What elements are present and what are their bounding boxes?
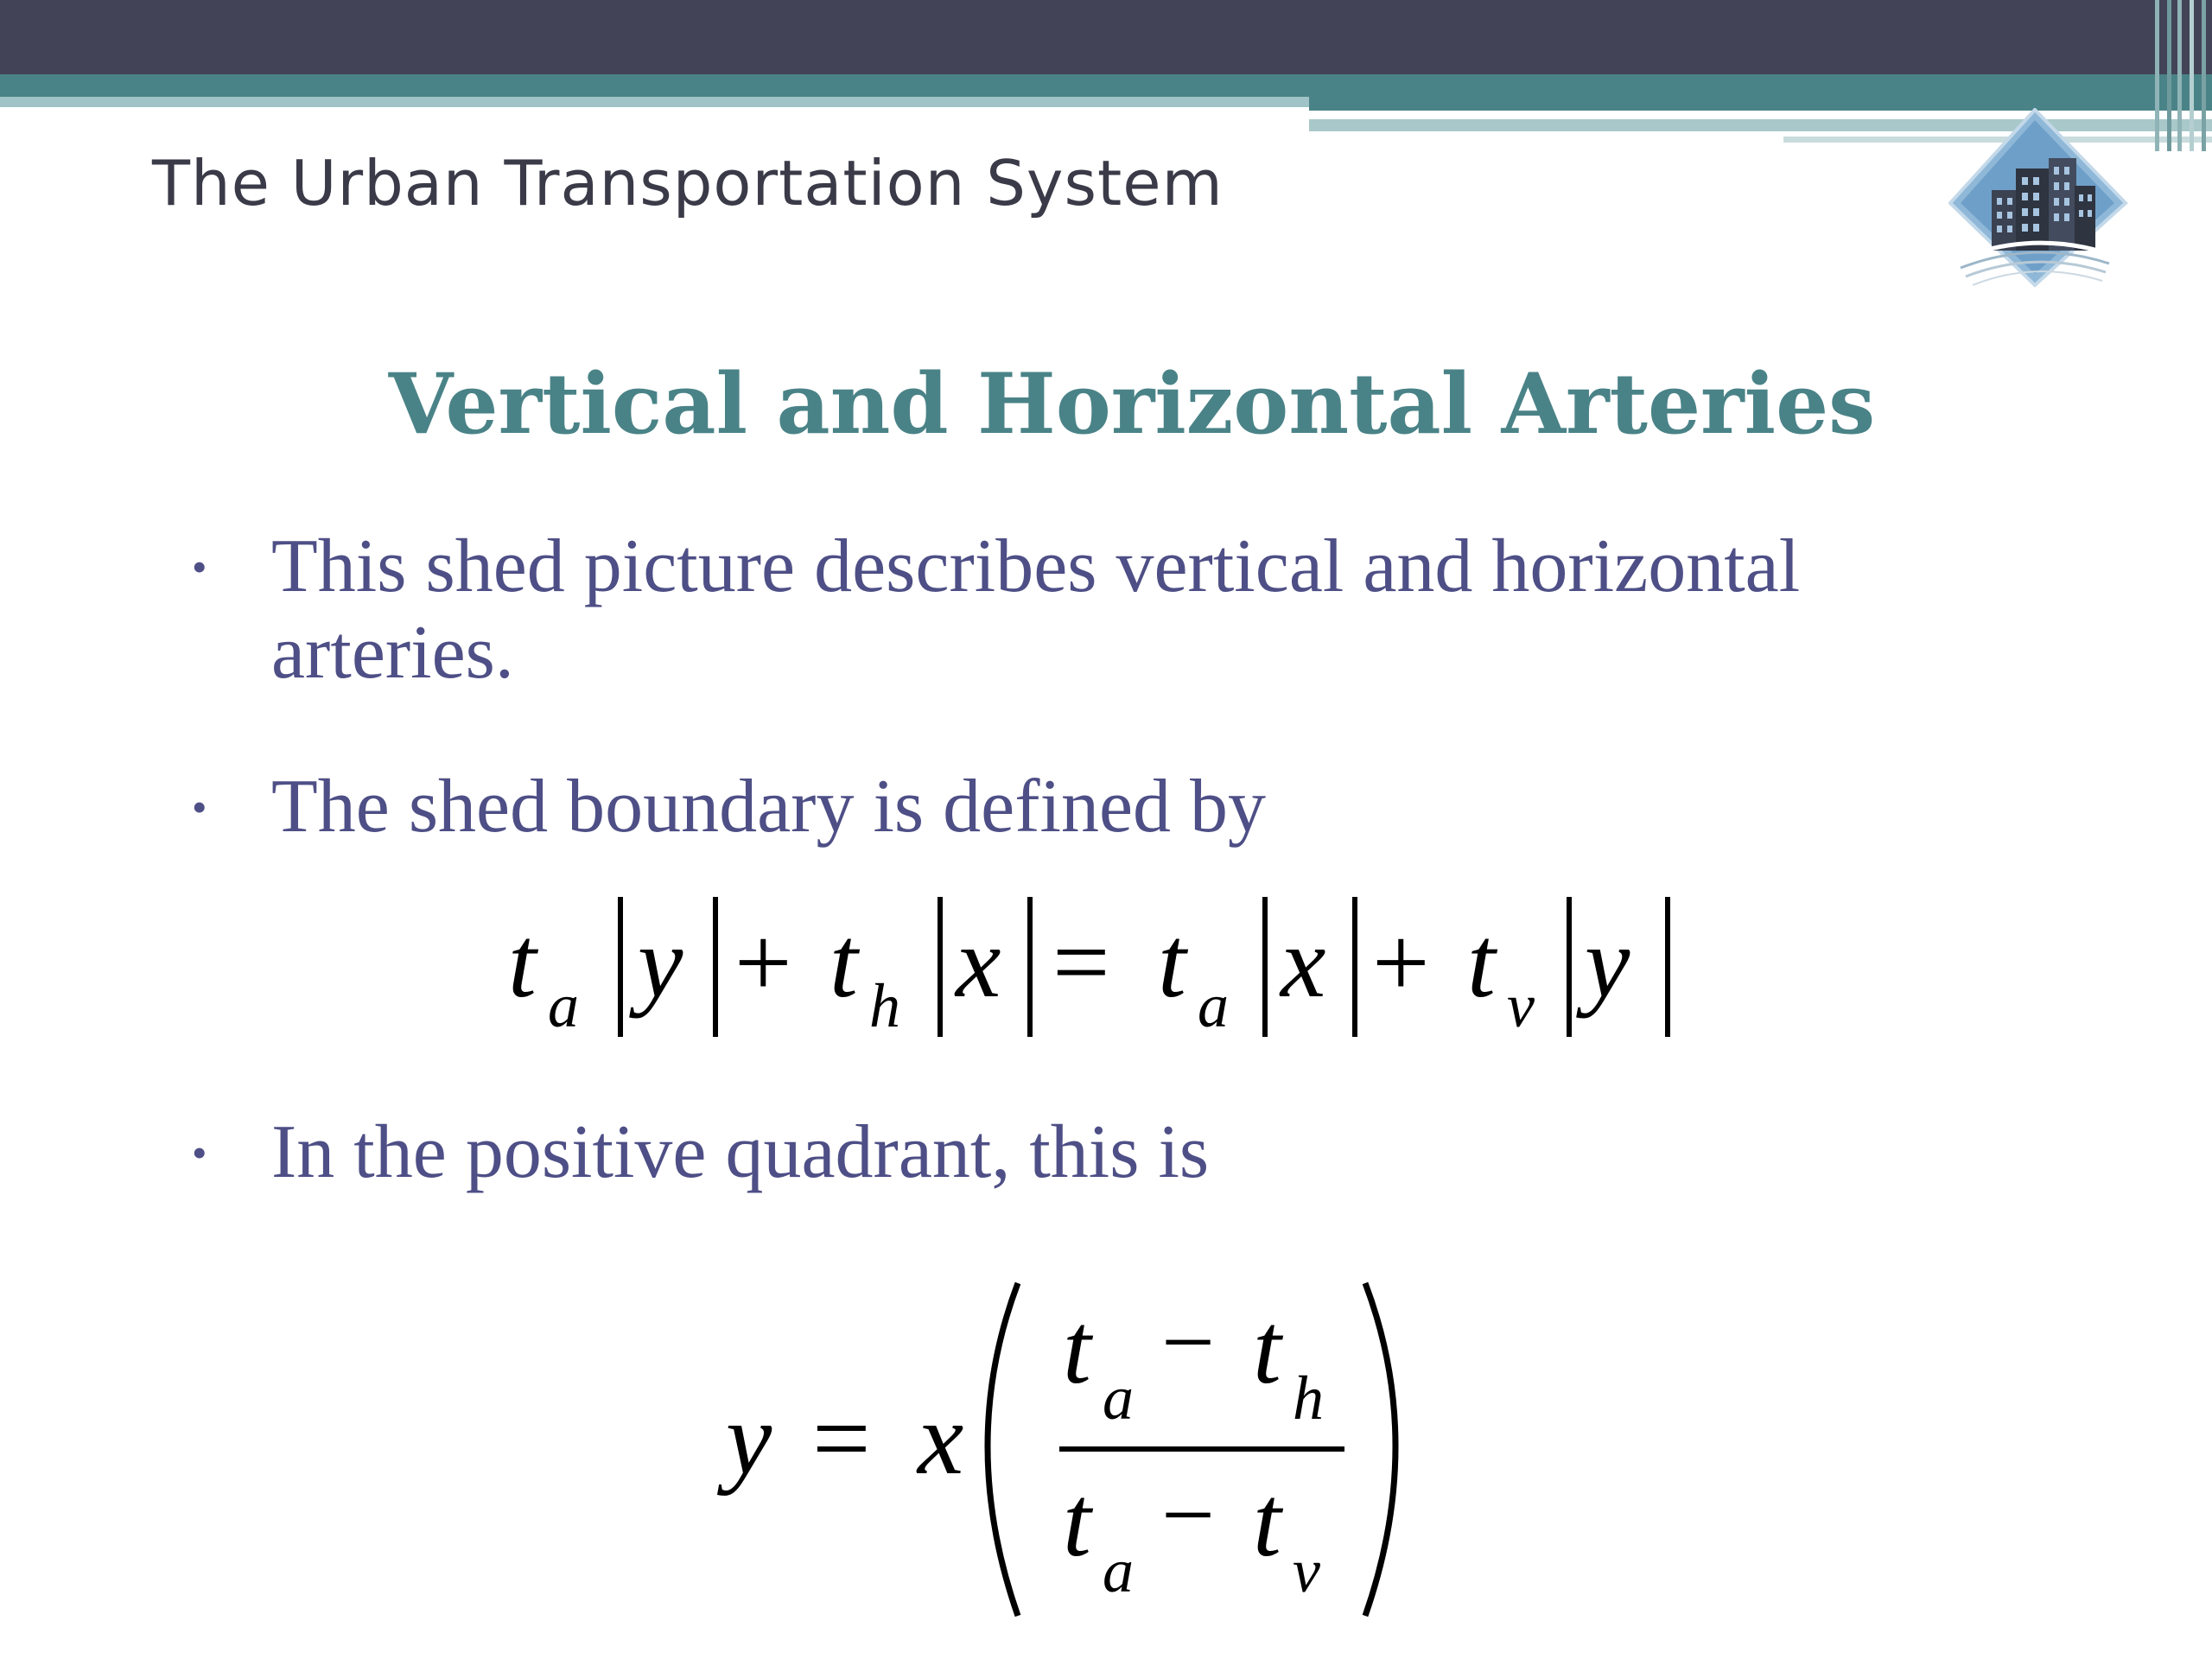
eq-var-x: x (1281, 906, 1326, 1019)
eq-equals: = (1052, 906, 1110, 1019)
boundary-equation (508, 880, 1718, 1052)
eq-term-t: t (508, 906, 537, 1019)
right-paren (1365, 1283, 1395, 1616)
section-title: The Urban Transportation System (152, 147, 1224, 219)
eq-term-t: t (1063, 1465, 1091, 1578)
eq-var-y: y (1585, 906, 1630, 1019)
bullet-text: The shed boundary is defined by (271, 765, 1267, 849)
eq-term-t: t (1063, 1292, 1091, 1405)
city-buildings-icon (1948, 108, 2134, 289)
eq-plus: + (734, 906, 792, 1019)
eq-subscript: v (1507, 971, 1535, 1040)
eq-equals: = (812, 1381, 871, 1496)
eq-minus: − (1161, 1289, 1216, 1395)
eq-plus: + (1372, 906, 1430, 1019)
eq-subscript: a (1103, 1363, 1134, 1433)
header-teal-band (0, 74, 2212, 97)
eq-subscript: a (548, 971, 579, 1040)
eq-minus: − (1161, 1462, 1216, 1567)
eq-subscript: a (1103, 1536, 1134, 1605)
bullet-text: This shed picture describes vertical and horizontal arteries. (271, 524, 1801, 695)
eq-subscript: v (1293, 1536, 1320, 1605)
bullet-marker: • (192, 1128, 207, 1177)
bullet-marker: • (192, 783, 207, 831)
eq-subscript: h (1293, 1363, 1324, 1433)
eq-var-y: y (726, 1381, 772, 1496)
slide-title: Vertical and Horizontal Arteries (388, 355, 1876, 453)
eq-var-y: y (638, 906, 683, 1019)
eq-subscript: h (869, 971, 900, 1040)
eq-subscript: a (1198, 971, 1229, 1040)
eq-term-t: t (830, 906, 858, 1019)
header-edge-strips (2152, 0, 2212, 151)
left-paren (988, 1283, 1018, 1616)
quadrant-equation (726, 1270, 1417, 1642)
eq-term-t: t (1467, 906, 1496, 1019)
eq-term-t: t (1158, 906, 1186, 1019)
bullet-marker: • (192, 543, 207, 591)
header-light-teal-band (0, 97, 1309, 107)
header-dark-band (0, 0, 2212, 74)
eq-var-x: x (956, 906, 1001, 1019)
eq-term-t: t (1253, 1292, 1281, 1405)
bullet-text: In the positive quadrant, this is (271, 1110, 1210, 1194)
eq-var-x: x (918, 1381, 964, 1496)
eq-term-t: t (1253, 1465, 1281, 1578)
